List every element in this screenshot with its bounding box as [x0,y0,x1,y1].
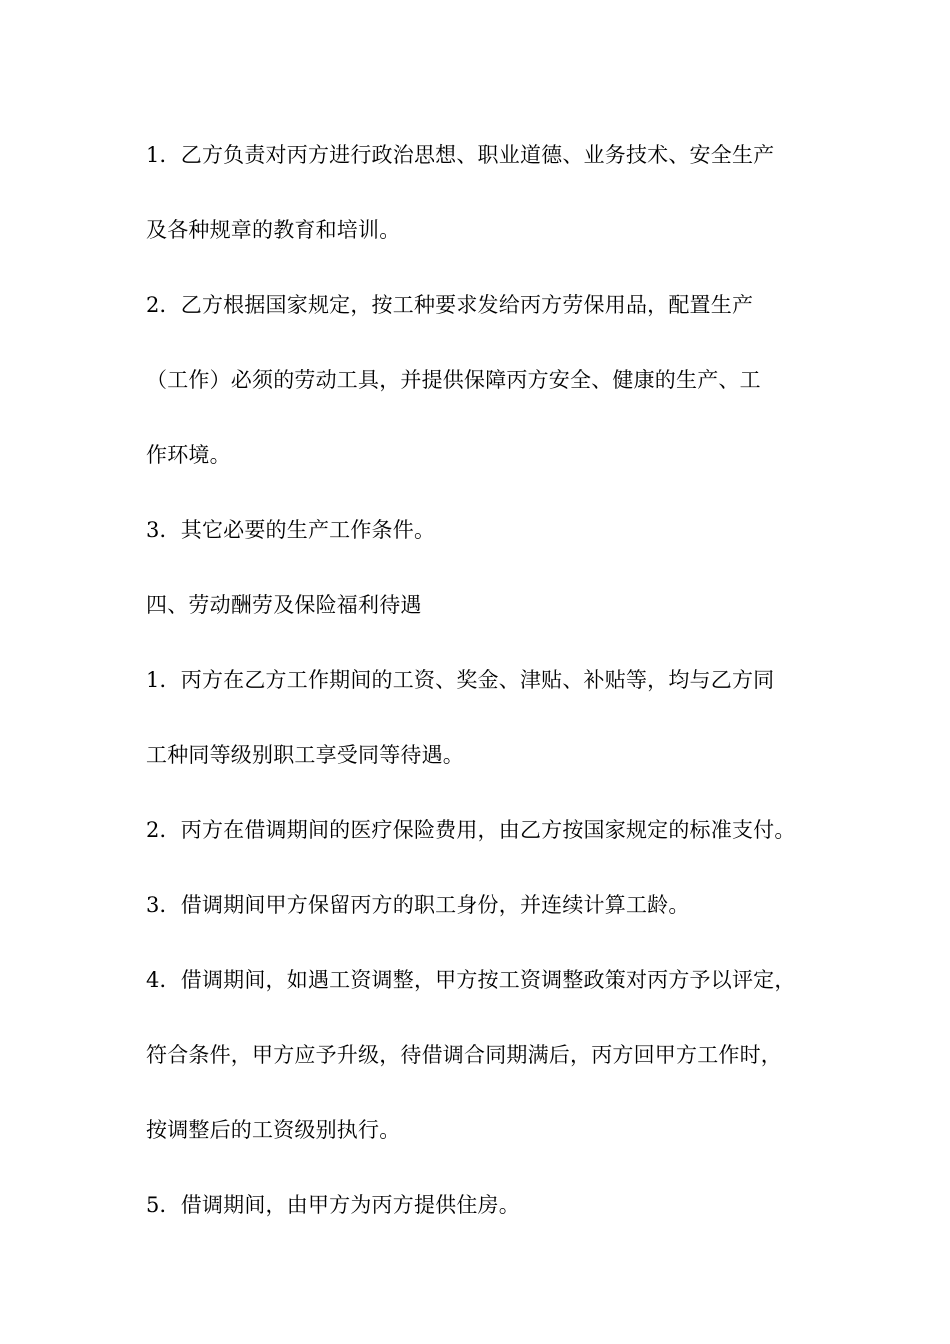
text-line: 工种同等级别职工享受同等待遇。 [146,743,464,767]
text-line: 作环境。 [146,443,231,467]
text-line: 及各种规章的教育和培训。 [146,218,401,242]
text-line: 3．借调期间甲方保留丙方的职工身份，并连续计算工龄。 [146,893,690,917]
text-line: （工作）必须的劳动工具，并提供保障丙方安全、健康的生产、工 [146,368,761,392]
text-line: 2．丙方在借调期间的医疗保险费用，由乙方按国家规定的标准支付。 [146,818,796,842]
text-line: 2．乙方根据国家规定，按工种要求发给丙方劳保用品，配置生产 [146,293,754,317]
text-line: 符合条件，甲方应予升级，待借调合同期满后，丙方回甲方工作时， [146,1043,782,1067]
text-line: 1．丙方在乙方工作期间的工资、奖金、津贴、补贴等，均与乙方同 [146,668,775,692]
text-line: 1．乙方负责对丙方进行政治思想、职业道德、业务技术、安全生产 [146,143,775,167]
text-line: 5．借调期间，由甲方为丙方提供住房。 [146,1193,520,1217]
text-line: 3．其它必要的生产工作条件。 [146,518,436,542]
section-heading: 四、劳动酬劳及保险福利待遇 [146,593,422,617]
text-line: 按调整后的工资级别执行。 [146,1118,401,1142]
text-line: 4．借调期间，如遇工资调整，甲方按工资调整政策对丙方予以评定， [146,968,796,992]
